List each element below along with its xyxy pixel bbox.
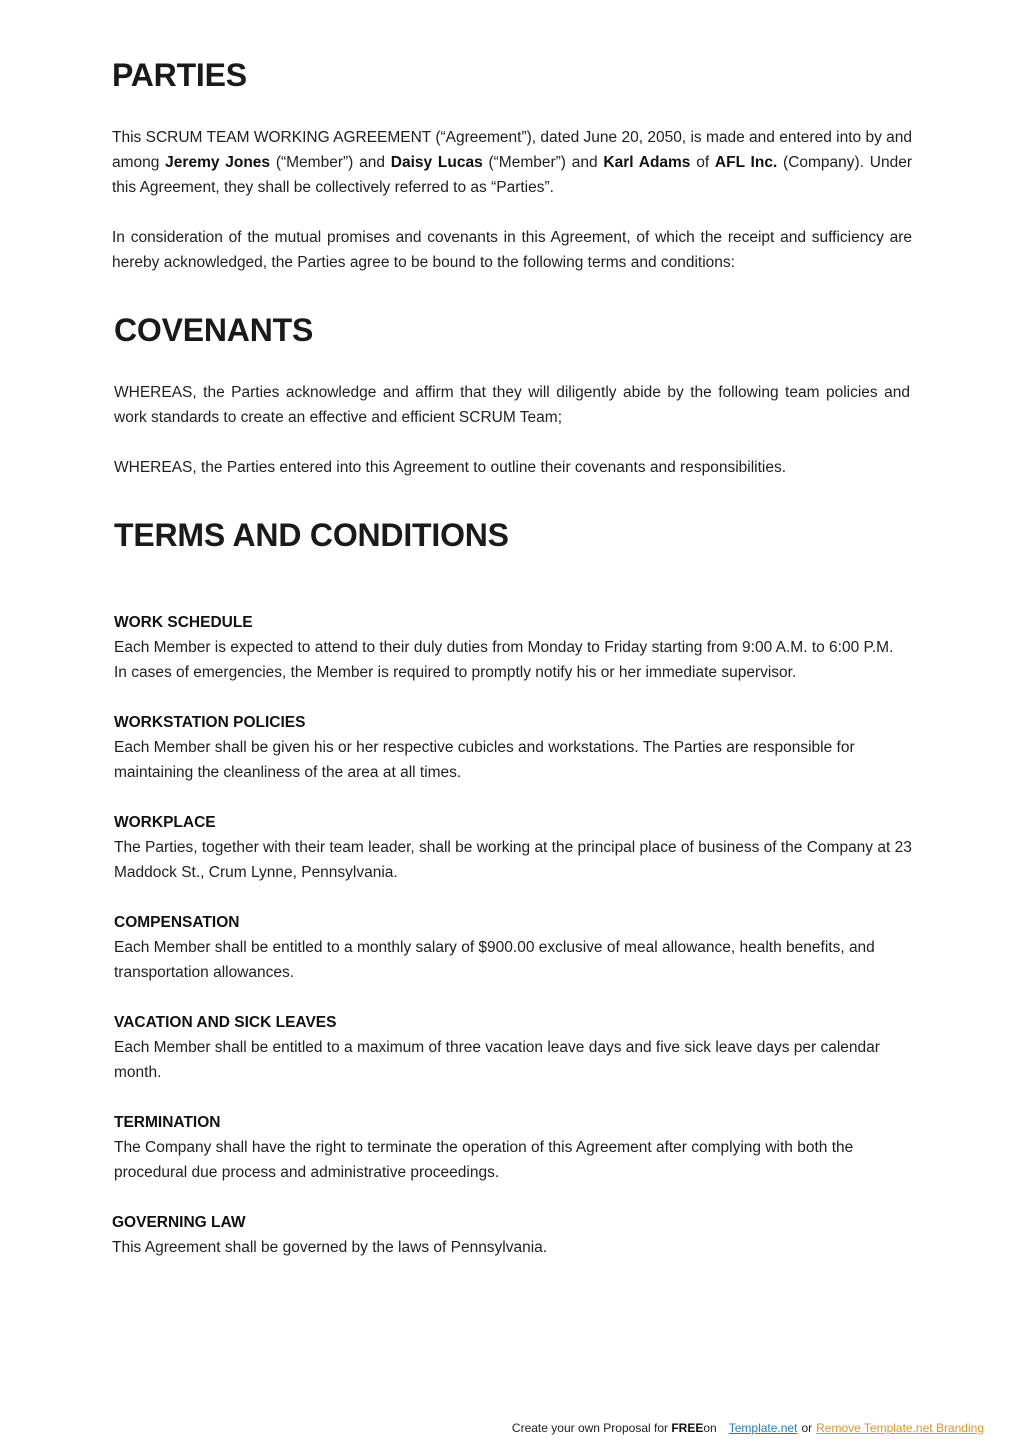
term-title: VACATION AND SICK LEAVES: [114, 1014, 337, 1031]
member-name-daisy: Daisy Lucas: [390, 154, 483, 171]
term-vacation-sick-leaves: [114, 1010, 904, 1085]
parties-paragraph-1: [112, 125, 912, 200]
parties-p1-text-4: of: [690, 154, 715, 171]
term-title: COMPENSATION: [114, 914, 240, 931]
member-name-karl: Karl Adams: [603, 154, 691, 171]
term-work-schedule: [114, 610, 904, 685]
term-title: WORKPLACE: [114, 814, 216, 831]
parties-paragraph-2-container: [112, 225, 912, 275]
parties-paragraph-1-container: [112, 125, 912, 200]
terms-section: [114, 516, 914, 554]
term-body: Each Member shall be entitled to a monthly salary of $900.00 exclusive of meal allowance, health benefits, and transportation allowances.: [114, 939, 875, 981]
parties-p1-text-2: (“Member”) and: [270, 154, 391, 171]
covenants-paragraph-2-container: [114, 455, 910, 480]
company-name: AFL Inc.: [714, 154, 778, 171]
term-compensation: [114, 910, 904, 985]
template-net-link[interactable]: Template.net: [728, 1421, 798, 1435]
term-body: The Company shall have the right to terminate the operation of this Agreement after complying with both the procedural due process and administrative proceedings.: [114, 1139, 854, 1181]
term-title: WORK SCHEDULE: [114, 614, 253, 631]
term-body: Each Member shall be given his or her respective cubicles and workstations. The Parties are responsible for maintaining the cleanliness of the area at all times.: [114, 739, 855, 781]
covenants-paragraph-2: WHEREAS, the Parties entered into this Agreement to outline their covenants and responsibilities.: [114, 459, 787, 476]
remove-branding-link[interactable]: Remove Template.net Branding: [816, 1421, 984, 1435]
term-title: WORKSTATION POLICIES: [114, 714, 306, 731]
term-title: GOVERNING LAW: [112, 1214, 246, 1231]
member-name-jeremy: Jeremy Jones: [165, 154, 271, 171]
parties-p1-text-3: (“Member”) and: [482, 154, 604, 171]
parties-paragraph-2: In consideration of the mutual promises and covenants in this Agreement, of which the receipt and sufficiency are hereby acknowledged, the Parties agree to be bound to the following terms and conditions:: [112, 229, 912, 271]
term-body: Each Member is expected to attend to their duly duties from Monday to Friday starting from 9:00 A.M. to 6:00 P.M. In cases of emergencies, the Member is required to promptly notify his or her immediate supervisor.: [114, 639, 894, 681]
covenants-section: [114, 311, 914, 349]
covenants-paragraph-1-container: [114, 380, 910, 430]
term-body: The Parties, together with their team leader, shall be working at the principal place of business of the Company at 23 Maddock St., Crum Lynne, Pennsylvania.: [114, 839, 912, 881]
parties-heading: PARTIES: [112, 57, 247, 93]
covenants-heading: COVENANTS: [114, 312, 314, 348]
term-body: Each Member shall be entitled to a maximum of three vacation leave days and five sick leave days per calendar month.: [114, 1039, 880, 1081]
term-body: This Agreement shall be governed by the laws of Pennsylvania.: [112, 1239, 548, 1256]
footer-prefix: Create your own Proposal for: [511, 1421, 672, 1435]
footer-or: or: [801, 1421, 813, 1435]
parties-p1-text-5: (Company). Under this Agreement, they shall be collectively referred to as “Parties”.: [112, 154, 913, 196]
footer-on: on: [703, 1421, 717, 1435]
term-title: TERMINATION: [114, 1114, 221, 1131]
term-termination: [114, 1110, 904, 1185]
covenants-paragraph-1: WHEREAS, the Parties acknowledge and affirm that they will diligently abide by the following team policies and work standards to create an effective and efficient SCRUM Team;: [114, 384, 910, 426]
term-governing-law: [112, 1210, 902, 1260]
footer-free: FREE: [671, 1421, 704, 1435]
term-workplace: [114, 810, 914, 885]
parties-p1-text-1: This SCRUM TEAM WORKING AGREEMENT (“Agreement”), dated June 20, 2050, is made and entered into by and among: [112, 129, 912, 171]
term-workstation-policies: [114, 710, 904, 785]
branding-footer: [0, 1419, 984, 1437]
terms-heading: TERMS AND CONDITIONS: [114, 517, 509, 553]
parties-section: [112, 56, 912, 94]
